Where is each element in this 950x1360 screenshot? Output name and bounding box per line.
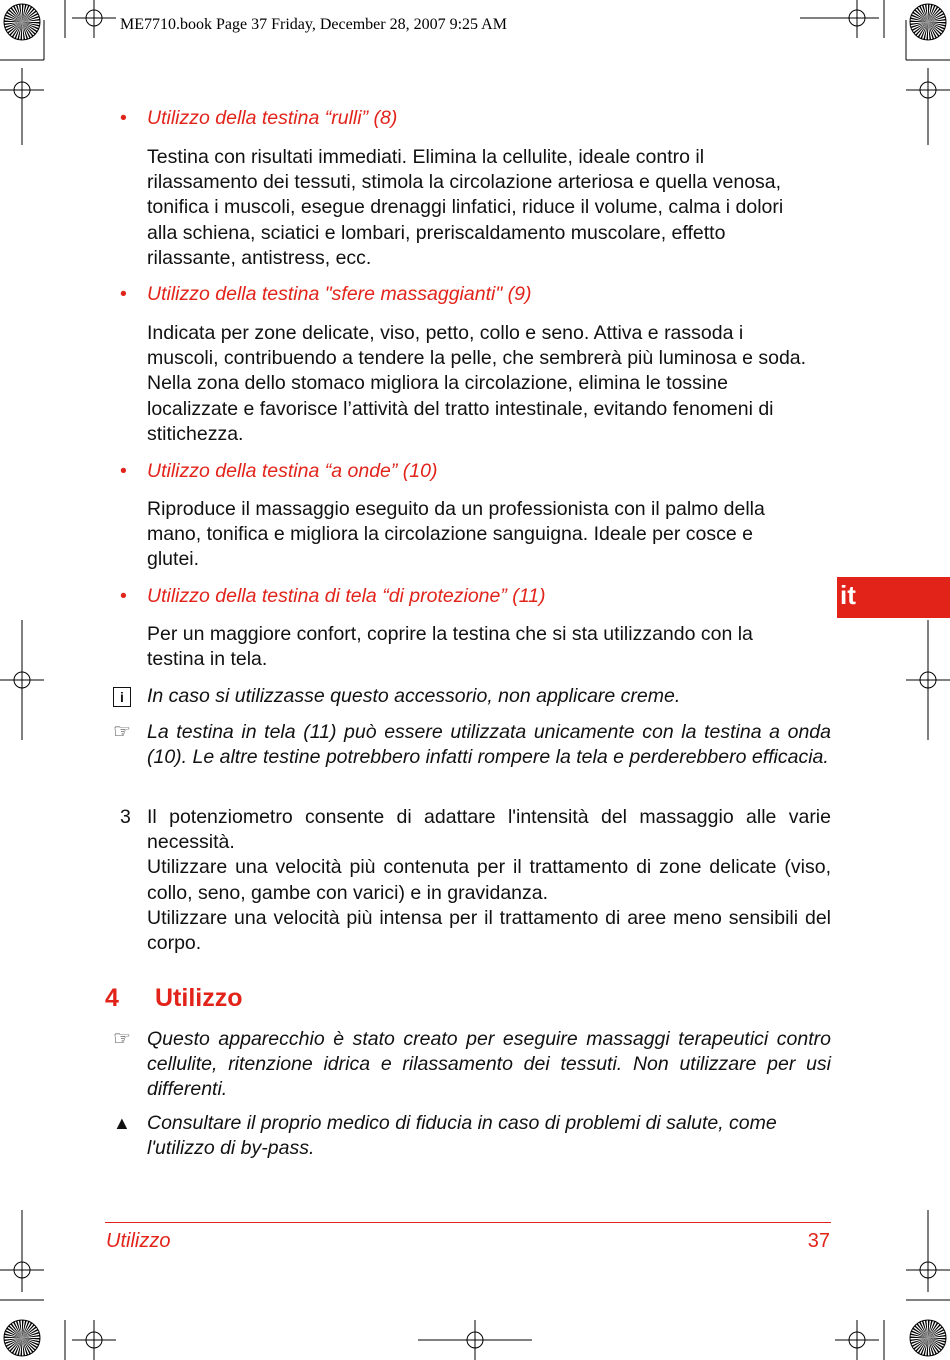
item-heading-sfere: • Utilizzo della testina "sfere massaggianti" (9): [120, 283, 532, 305]
usage-note-text: Questo apparecchio è stato creato per eseguire massaggi terapeutici contro cellulite, ritenzione idrica e rilassamento dei tessuti. Non utilizzare per usi differenti.: [147, 1028, 831, 1101]
registration-mark-icon: [906, 68, 950, 112]
hand-note-text: La testina in tela (11) può essere utilizzata unicamente con la testina a onda (10). Le altre testine potrebbero infatti rompere la tela e perderebbero efficacia.: [147, 721, 831, 769]
starburst-mark-icon: [4, 4, 40, 40]
registration-mark-icon: [0, 658, 44, 702]
item-body-rulli: Testina con risultati immediati. Elimina la cellulite, ideale contro il rilassamento dei tessuti, stimola la circolazione arteriosa e quella venosa, tonifica i muscoli, esegue drenaggi linfatici, riduce il volume, calma i dolori alla schiena, sciatici e lombari, preriscaldamento muscolare, effetto rilassante, antistress, ecc.: [147, 146, 784, 269]
registration-mark-icon: [0, 1248, 44, 1292]
footer-section-label: Utilizzo: [106, 1230, 171, 1252]
registration-mark-icon: [72, 1320, 116, 1360]
warning-icon: ▲: [113, 1113, 131, 1133]
pointing-hand-icon: ☞: [113, 721, 131, 743]
section-heading: 4 Utilizzo: [105, 984, 243, 1012]
item-heading-rulli: • Utilizzo della testina “rulli” (8): [120, 107, 398, 129]
registration-mark-icon: [835, 0, 879, 38]
warning-note-text: Consultare il proprio medico di fiducia in caso di problemi di salute, come l'utilizzo di by-pass.: [147, 1112, 777, 1160]
item-body-sfere: Indicata per zone delicate, viso, petto, collo e seno. Attiva e rassoda i muscoli, contribuendo a tendere la pelle, che sembrerà più luminosa e soda. Nella zona dello stomaco migliora la circolazione, elimina le tossine localizzate e favorisce l’attività del tratto intestinale, evitando fenomeni di stitichezza.: [147, 322, 807, 445]
footer-page-number: 37: [807, 1230, 830, 1252]
registration-mark-icon: [906, 658, 950, 702]
book-info-header: ME7710.book Page 37 Friday, December 28, 2007 9:25 AM: [120, 16, 507, 33]
item-heading-onde: • Utilizzo della testina “a onde” (10): [120, 460, 438, 482]
pointing-hand-icon: ☞: [113, 1028, 131, 1050]
registration-mark-icon: [835, 1320, 879, 1360]
item-body-onde: Riproduce il massaggio eseguito da un professionista con il palmo della mano, tonifica e migliora la circolazione sanguigna. Ideale per cosce e glutei.: [147, 498, 765, 571]
registration-mark-icon: [0, 68, 44, 112]
info-note-text: In caso si utilizzasse questo accessorio, non applicare creme.: [147, 685, 681, 707]
starburst-mark-icon: [910, 4, 946, 40]
step-3-text: Il potenziometro consente di adattare l'intensità del massaggio alle varie necessità. Utilizzare una velocità più contenuta per il trattamento di zone delicate (viso, collo, seno, gambe con varici) e in gravidanza. Utilizzare una velocità più intensa per il trattamento di aree meno sensibili del corpo.: [147, 806, 831, 955]
starburst-mark-icon: [910, 1320, 946, 1356]
starburst-mark-icon: [4, 1320, 40, 1356]
language-tab: it: [837, 577, 950, 618]
registration-mark-icon: [453, 1320, 497, 1360]
step-number: 3: [120, 806, 131, 828]
info-icon: i: [113, 684, 131, 708]
item-heading-tela: • Utilizzo della testina di tela “di protezione” (11): [120, 585, 546, 607]
item-body-tela: Per un maggiore confort, coprire la testina che si sta utilizzando con la testina in tela.: [147, 623, 753, 671]
registration-mark-icon: [906, 1248, 950, 1292]
registration-mark-icon: [72, 0, 116, 38]
